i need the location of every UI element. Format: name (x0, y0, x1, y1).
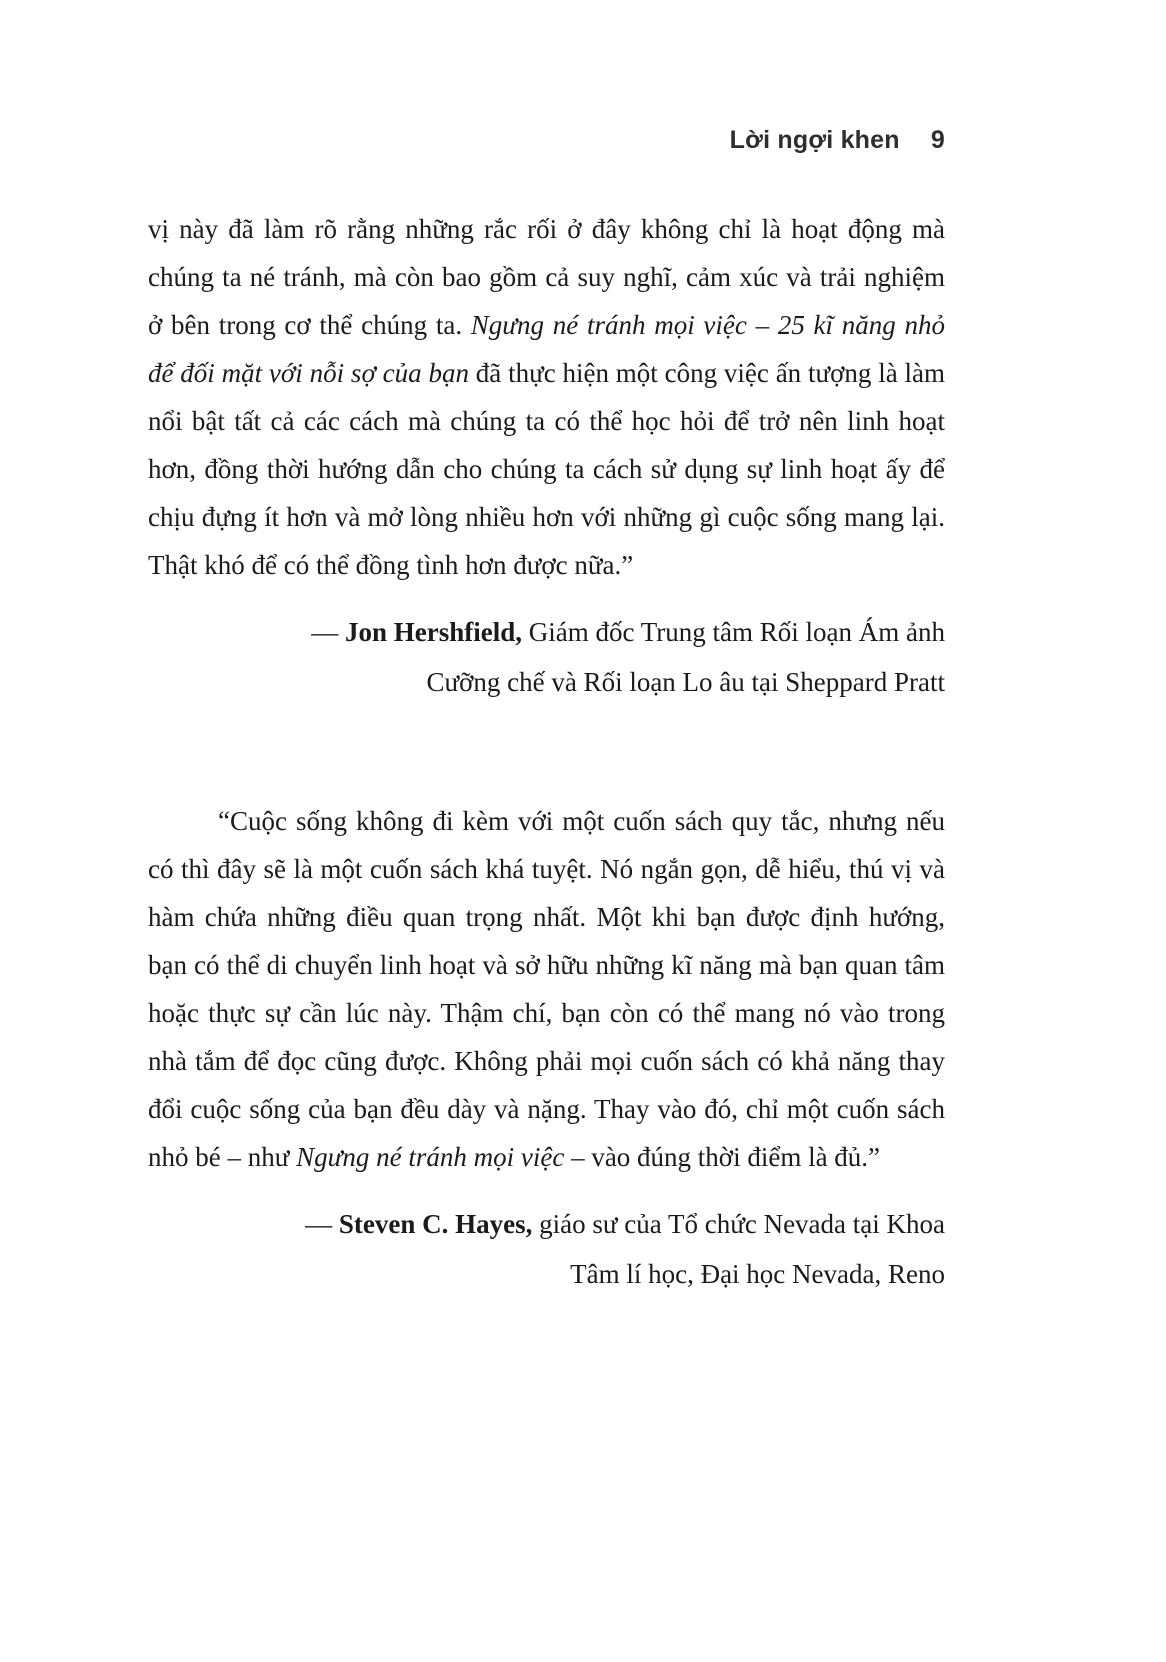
quote-1-attribution: — Jon Hershfield, Giám đốc Trung tâm Rối loạn Ám ảnh Cưỡng chế và Rối loạn Lo âu tại Sheppard Pratt (311, 617, 945, 697)
page-number: 9 (930, 126, 945, 154)
running-header (148, 126, 945, 155)
quote-2-body: “Cuộc sống không đi kèm với một cuốn sách quy tắc, nhưng nếu có thì đây sẽ là một cuốn sách khá tuyệt. Nó ngắn gọn, dễ hiểu, thú vị và hàm chứa những điều quan trọng nhất. Một khi bạn được định hướng, bạn có thể di chuyển linh hoạt và sở hữu những kĩ năng mà bạn quan tâm hoặc thực sự cần lúc này. Thậm chí, bạn còn có thể mang nó vào trong nhà tắm để đọc cũng được. Không phải mọi cuốn sách có khả năng thay đổi cuộc sống của bạn đều dày và nặng. Thay vào đó, chỉ một cuốn sách nhỏ bé – như Ngưng né tránh mọi việc – vào đúng thời điểm là đủ.” (148, 806, 945, 1172)
page-content (148, 205, 945, 1299)
header-title: Lời ngợi khen (729, 126, 900, 154)
quote-2-attribution: — Steven C. Hayes, giáo sư của Tổ chức Nevada tại Khoa Tâm lí học, Đại học Nevada, Reno (305, 1209, 945, 1289)
quote-1-body: vị này đã làm rõ rằng những rắc rối ở đây không chỉ là hoạt động mà chúng ta né tránh, mà còn bao gồm cả suy nghĩ, cảm xúc và trải nghiệm ở bên trong cơ thể chúng ta. Ngưng né tránh mọi việc – 25 kĩ năng nhỏ để đối mặt với nỗi sợ của bạn đã thực hiện một công việc ấn tượng là làm nổi bật tất cả các cách mà chúng ta có thể học hỏi để trở nên linh hoạt hơn, đồng thời hướng dẫn cho chúng ta cách sử dụng sự linh hoạt ấy để chịu đựng ít hơn và mở lòng nhiều hơn với những gì cuộc sống mang lại. Thật khó để có thể đồng tình hơn được nữa.” (148, 214, 945, 580)
